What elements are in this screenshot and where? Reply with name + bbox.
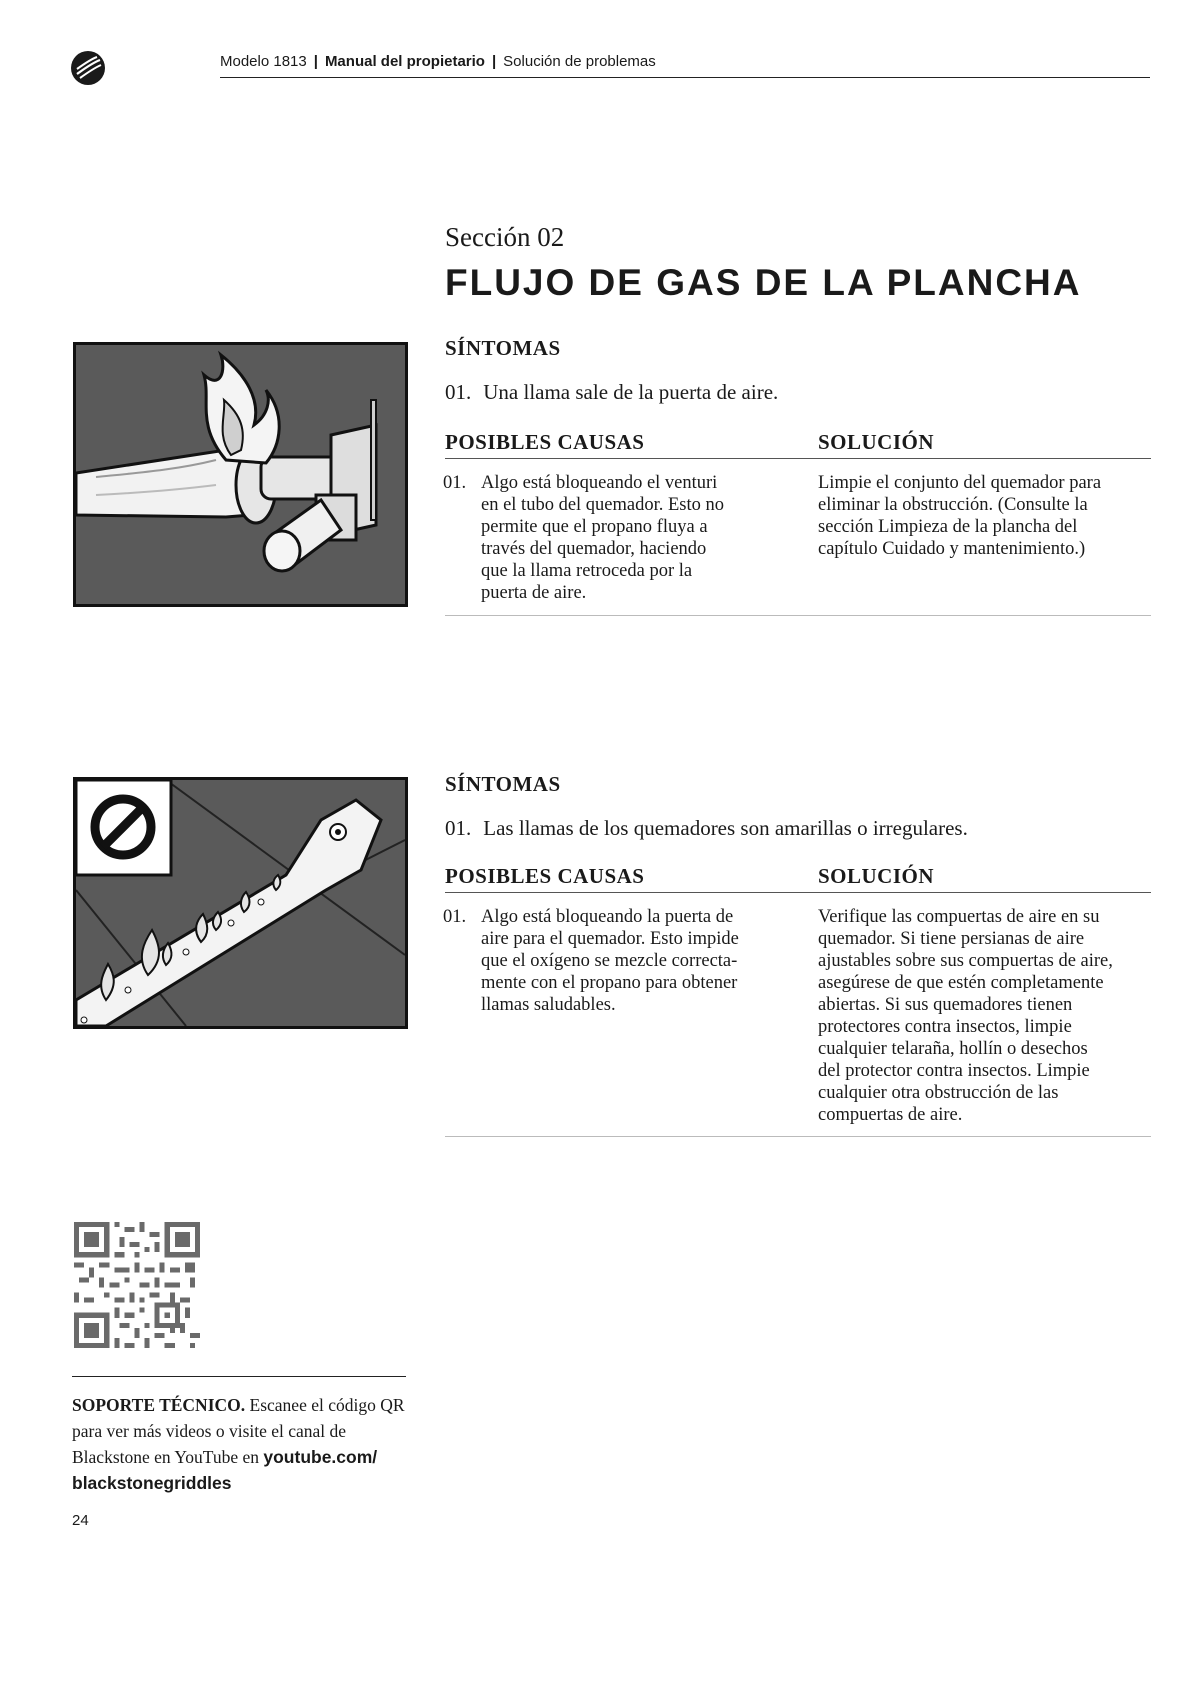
- youtube-link[interactable]: youtube.com/ blackstonegriddles: [72, 1447, 378, 1493]
- causes-heading: POSIBLES CAUSAS: [445, 430, 645, 454]
- cause-line: puerta de aire.: [481, 583, 587, 603]
- solution-line: Verifique las compuertas de aire en su: [818, 907, 1100, 927]
- symptom-number: 01.: [445, 380, 472, 404]
- qr-code-icon[interactable]: [74, 1222, 200, 1348]
- column-divider: [445, 892, 1151, 893]
- cause-number: 01.: [443, 473, 467, 493]
- solution-line: Limpie el conjunto del quemador para: [818, 473, 1102, 493]
- cause-line: que el oxígeno se mezcle correcta-: [481, 951, 738, 971]
- solution-heading: SOLUCIÓN: [818, 430, 935, 454]
- header-manual: Manual del propietario: [324, 53, 485, 70]
- header-chapter: Solución de problemas: [503, 53, 656, 70]
- cause-line: Algo está bloqueando la puerta de: [481, 907, 734, 927]
- solution-line: protectores contra insectos, limpie: [818, 1017, 1072, 1037]
- solution-text: [818, 472, 1153, 560]
- row-divider: [445, 1136, 1151, 1137]
- cause-line: permite que el propano fluya a: [481, 517, 708, 537]
- symptom-text: Una llama sale de la puerta de aire.: [483, 380, 779, 404]
- symptom-item: [445, 380, 778, 405]
- cause-line: que la llama retroceda por la: [481, 561, 693, 581]
- solution-text: [818, 906, 1153, 1126]
- solution-heading: SOLUCIÓN: [818, 864, 935, 888]
- cause-line: mente con el propano para obtener: [481, 973, 738, 993]
- footer-divider: [72, 1376, 406, 1377]
- solution-line: abiertas. Si sus quemadores tienen: [818, 995, 1073, 1015]
- section-title: FLUJO DE GAS DE LA PLANCHA: [445, 262, 1082, 303]
- symptom-number: 01.: [445, 816, 472, 840]
- header-separator: |: [491, 53, 497, 70]
- column-divider: [445, 458, 1151, 459]
- solution-line: eliminar la obstrucción. (Consulte la: [818, 495, 1088, 515]
- solution-line: asegúrese de que estén completamente: [818, 973, 1104, 993]
- figure-yellow-flames: [73, 777, 408, 1029]
- cause-text: [481, 472, 773, 604]
- cause-text: [481, 906, 778, 1016]
- header-separator: |: [313, 53, 318, 70]
- symptoms-heading: SÍNTOMAS: [445, 336, 561, 360]
- blackstone-logo-icon: [70, 50, 106, 86]
- symptom-item: [445, 816, 968, 841]
- page-header: [220, 53, 656, 70]
- page-number: 24: [72, 1512, 89, 1529]
- cause-number: 01.: [443, 907, 467, 927]
- solution-line: capítulo Cuidado y mantenimiento.): [818, 539, 1086, 559]
- support-lead: SOPORTE TÉCNICO.: [72, 1395, 246, 1415]
- solution-line: ajustables sobre sus compuertas de aire,: [818, 951, 1113, 971]
- row-divider: [445, 615, 1151, 616]
- cause-line: en el tubo del quemador. Esto no: [481, 495, 725, 515]
- header-divider: [220, 77, 1150, 78]
- solution-line: compuertas de aire.: [818, 1105, 963, 1125]
- cause-line: aire para el quemador. Esto impide: [481, 929, 739, 949]
- cause-item: [443, 472, 773, 604]
- support-text: Escanee el código QR para ver más videos o visite el canal de Blackstone en YouTube en: [72, 1395, 405, 1467]
- solution-line: sección Limpieza de la plancha del: [818, 517, 1078, 537]
- solution-line: quemador. Si tiene persianas de aire: [818, 929, 1085, 949]
- section-label: Sección 02: [445, 222, 565, 252]
- causes-heading: POSIBLES CAUSAS: [445, 864, 645, 888]
- cause-item: [443, 906, 778, 1016]
- cause-line: llamas saludables.: [481, 995, 616, 1015]
- burner-flame-flashback-illustration: [76, 345, 405, 604]
- cause-line: Algo está bloqueando el venturi: [481, 473, 718, 493]
- symptoms-heading: SÍNTOMAS: [445, 772, 561, 796]
- symptom-text: Las llamas de los quemadores son amarillas o irregulares.: [483, 816, 968, 840]
- header-model: Modelo 1813: [220, 53, 307, 70]
- yellow-irregular-flames-illustration: [76, 780, 405, 1026]
- solution-line: cualquier telaraña, hollín o desechos: [818, 1039, 1088, 1059]
- solution-line: cualquier otra obstrucción de las: [818, 1083, 1059, 1103]
- cause-line: través del quemador, haciendo: [481, 539, 707, 559]
- figure-burner-flashback: [73, 342, 408, 607]
- solution-line: del protector contra insectos. Limpie: [818, 1061, 1090, 1081]
- support-note: [72, 1392, 412, 1496]
